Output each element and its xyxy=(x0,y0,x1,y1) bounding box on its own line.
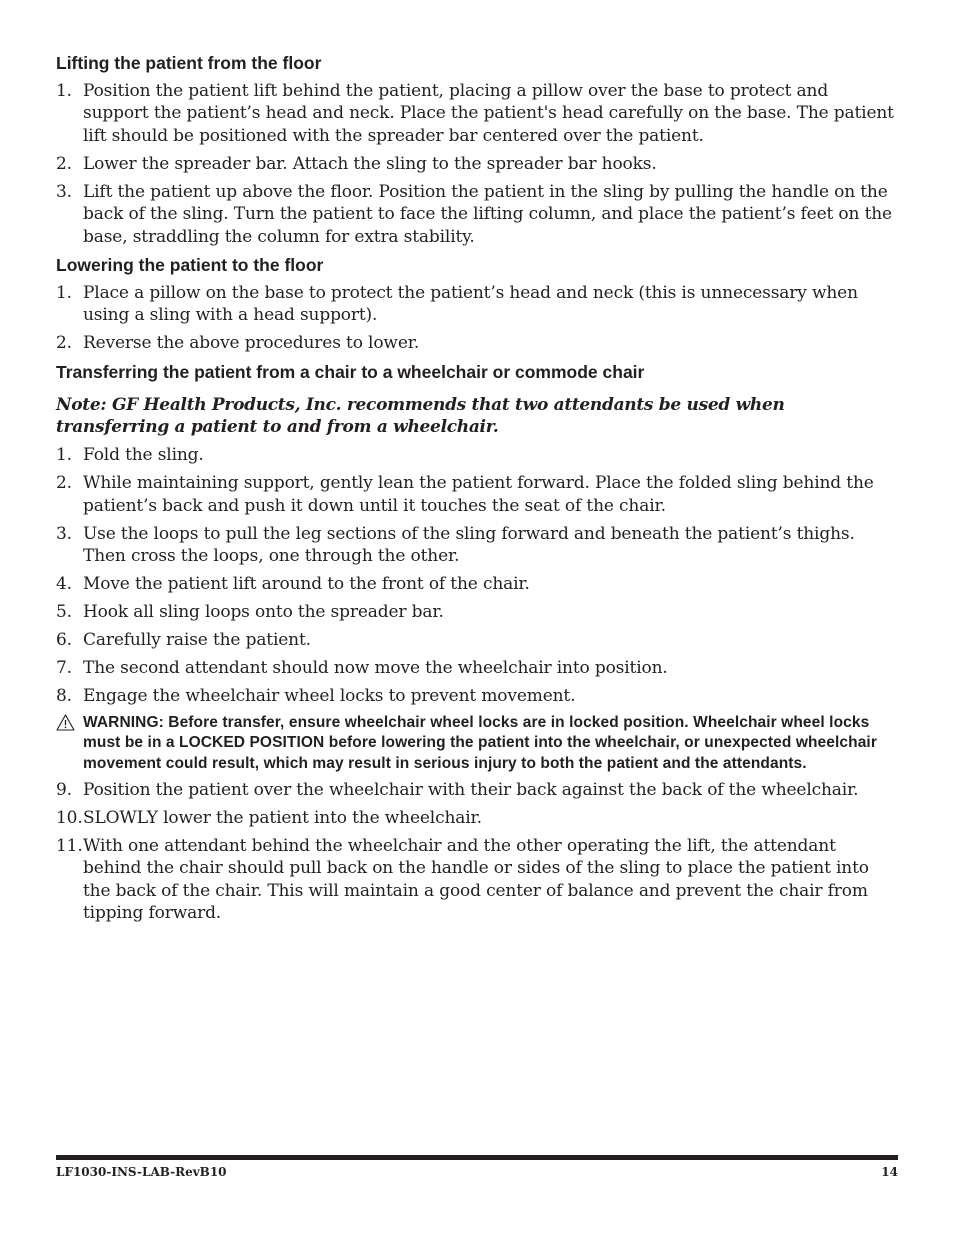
list-item xyxy=(56,282,898,327)
list-item xyxy=(56,153,898,175)
step-text: Position the patient over the wheelchair with their back against the back of the wheelchair. xyxy=(83,779,859,800)
step-number: 1. xyxy=(56,445,72,466)
step-text: Reverse the above procedures to lower. xyxy=(83,333,420,354)
list-item xyxy=(56,629,898,651)
note-text: Note: GF Health Products, Inc. recommends that two attendants be used when transferring a patient to and from a wheelchair. xyxy=(56,394,785,438)
step-text: While maintaining support, gently lean the patient forward. Place the folded sling behind the patient’s back and push it down until it touches the seat of the chair. xyxy=(83,473,874,516)
step-number: 6. xyxy=(56,630,72,651)
step-text: The second attendant should now move the wheelchair into position. xyxy=(83,658,668,679)
list-item xyxy=(56,779,898,801)
list-item xyxy=(56,80,898,147)
step-number: 10. xyxy=(56,807,83,828)
step-text: SLOWLY lower the patient into the wheelchair. xyxy=(83,807,482,828)
step-text: Lift the patient up above the floor. Position the patient in the sling by pulling the handle on the back of the sling. Turn the patient to face the lifting column, and place the patient’s feet on the base, straddling the column for extra stability. xyxy=(83,181,892,247)
lifting-steps-list xyxy=(56,80,898,248)
step-number: 2. xyxy=(56,153,72,174)
step-number: 5. xyxy=(56,602,72,623)
step-number: 2. xyxy=(56,473,72,494)
step-text: Carefully raise the patient. xyxy=(83,630,311,651)
page-content xyxy=(56,52,898,930)
footer-rule xyxy=(56,1155,898,1160)
step-number: 2. xyxy=(56,333,72,354)
step-text: Hook all sling loops onto the spreader bar. xyxy=(83,602,444,623)
transfer-steps-list xyxy=(56,444,898,707)
list-item xyxy=(56,601,898,623)
step-text: Move the patient lift around to the front of the chair. xyxy=(83,574,530,595)
list-item xyxy=(56,835,898,925)
step-number: 8. xyxy=(56,686,72,707)
list-item xyxy=(56,657,898,679)
warning-block xyxy=(56,713,898,774)
step-number: 1. xyxy=(56,81,72,101)
step-number: 1. xyxy=(56,283,72,304)
list-item xyxy=(56,807,898,829)
list-item xyxy=(56,523,898,568)
step-text: Position the patient lift behind the patient, placing a pillow over the base to protect and support the patient’s head and neck. Place the patient's head carefully on the base. The patient lift should be positioned with the spreader bar centered over the patient. xyxy=(83,81,894,146)
step-text: Lower the spreader bar. Attach the sling to the spreader bar hooks. xyxy=(83,153,657,174)
section-heading-lifting: Lifting the patient from the floor xyxy=(56,53,322,73)
step-number: 11. xyxy=(56,835,83,856)
list-item xyxy=(56,472,898,517)
section-heading-lowering: Lowering the patient to the floor xyxy=(56,255,324,276)
step-number: 9. xyxy=(56,779,72,800)
step-number: 3. xyxy=(56,181,72,202)
step-text: With one attendant behind the wheelchair and the other operating the lift, the attendant behind the chair should pull back on the handle or sides of the sling to place the patient into the back of the chair. This will maintain a good center of balance and prevent the chair from tipping forward. xyxy=(83,835,869,924)
list-item xyxy=(56,332,898,354)
step-number: 4. xyxy=(56,574,72,595)
footer-doc-id: LF1030-INS-LAB-RevB10 xyxy=(56,1165,227,1179)
step-number: 3. xyxy=(56,523,72,544)
transfer-steps-list-continued xyxy=(56,779,898,925)
step-text: Fold the sling. xyxy=(83,445,204,466)
footer-page-number: 14 xyxy=(881,1165,898,1179)
step-text: Engage the wheelchair wheel locks to prevent movement. xyxy=(83,686,576,707)
section-heading-transferring: Transferring the patient from a chair to a wheelchair or commode chair xyxy=(56,361,645,382)
warning-text: WARNING: Before transfer, ensure wheelchair wheel locks are in locked position. Wheelchair wheel locks must be in a LOCKED POSITION before lowering the patient into the wheelchair, or unexpected wheelchair movement could result, which may result in serious injury to both the patient and the attendants. xyxy=(83,714,877,772)
list-item xyxy=(56,444,898,466)
list-item xyxy=(56,573,898,595)
warning-triangle-icon xyxy=(56,714,75,731)
step-text: Place a pillow on the base to protect the patient’s head and neck (this is unnecessary when using a sling with a head support). xyxy=(83,283,858,326)
step-text: Use the loops to pull the leg sections of the sling forward and beneath the patient’s thighs. Then cross the loops, one through the other. xyxy=(83,523,855,567)
list-item xyxy=(56,685,898,707)
list-item xyxy=(56,181,898,248)
lowering-steps-list xyxy=(56,282,898,355)
step-number: 7. xyxy=(56,658,72,679)
